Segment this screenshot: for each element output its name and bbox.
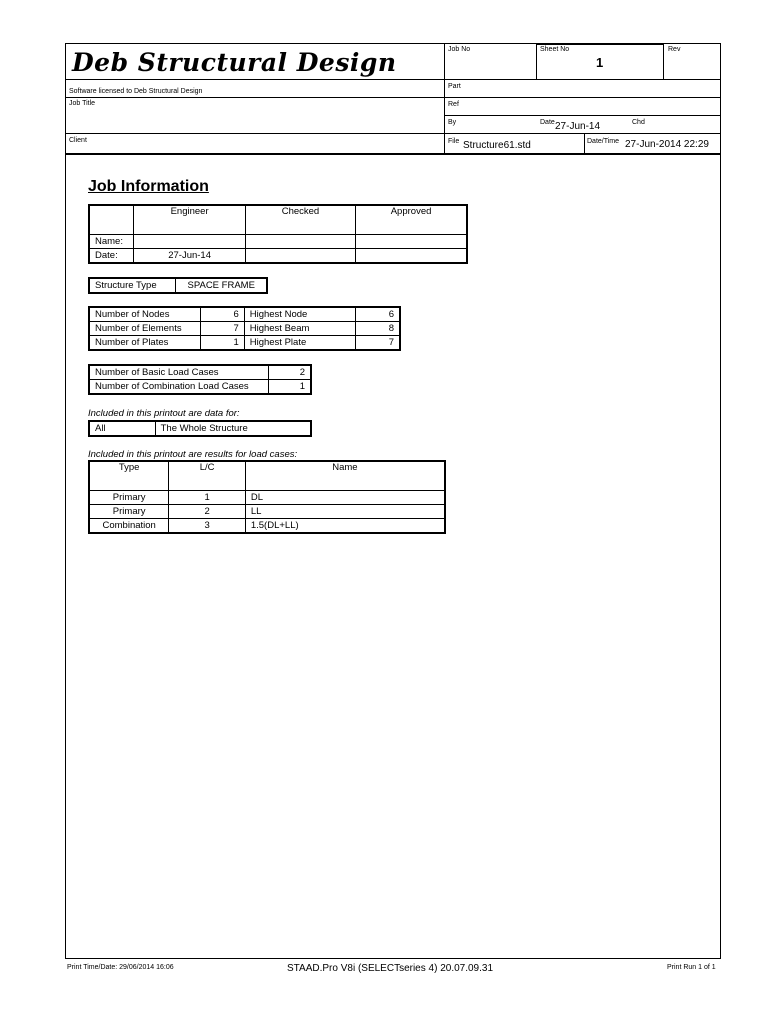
table-row: [89, 365, 311, 380]
date-label: Date: [540, 119, 555, 126]
table-header-cell: Engineer: [134, 205, 245, 234]
file-value: Structure61.std: [463, 140, 531, 151]
table-cell: 3: [169, 518, 246, 533]
by-label: By: [448, 119, 457, 126]
header-divider: [444, 115, 721, 116]
table-cell: 2: [268, 365, 311, 380]
header-divider: [65, 97, 444, 98]
header-divider: [444, 97, 721, 98]
job-info-table: [88, 204, 468, 264]
table-row: [89, 421, 311, 436]
date-value: 27-Jun-14: [555, 121, 601, 132]
table-cell: DL: [245, 490, 445, 504]
load-counts-table: [88, 364, 312, 395]
part-label: Part: [448, 83, 461, 90]
table-cell: 7: [355, 336, 400, 351]
table-cell: Highest Beam: [244, 322, 355, 336]
print-time-date: Print Time/Date: 29/06/2014 16:06: [67, 964, 174, 971]
program-version: STAAD.Pro V8i (SELECTseries 4) 20.07.09.31: [287, 963, 494, 974]
table-cell: 1.5(DL+LL): [245, 518, 445, 533]
sheet-no-label: Sheet No: [540, 46, 570, 53]
table-header-cell: Approved: [356, 205, 467, 234]
counts-table: [88, 306, 401, 351]
sheet-no-value: 1: [596, 55, 604, 70]
table-cell: 27-Jun-14: [134, 248, 245, 263]
results-note: Included in this printout are results for load cases:: [88, 449, 298, 460]
header-divider: [584, 133, 585, 153]
license-text: Software licensed to Deb Structural Design: [69, 88, 203, 95]
table-cell: [356, 248, 467, 263]
table-header-cell: Type: [89, 461, 169, 490]
header-divider: [444, 43, 445, 154]
data-scope-note: Included in this printout are data for:: [88, 408, 240, 419]
table-cell: [134, 234, 245, 248]
table-row: [89, 248, 467, 263]
table-cell: 1: [169, 490, 246, 504]
load-cases-table: [88, 460, 446, 534]
ref-label: Ref: [448, 101, 459, 108]
job-no-label: Job No: [448, 46, 471, 53]
table-cell: 6: [355, 307, 400, 322]
table-cell: Name:: [89, 234, 134, 248]
datetime-value: 27-Jun-2014 22:29: [625, 139, 709, 150]
table-row: [89, 504, 445, 518]
table-header-row: [89, 461, 445, 490]
table-cell: LL: [245, 504, 445, 518]
job-title-label: Job Title: [69, 100, 96, 107]
job-information-heading: Job Information: [88, 178, 209, 195]
table-cell: Highest Node: [244, 307, 355, 322]
table-cell: Highest Plate: [244, 336, 355, 351]
table-cell: Number of Nodes: [89, 307, 201, 322]
table-cell: 8: [355, 322, 400, 336]
file-label: File: [448, 138, 460, 145]
rev-label: Rev: [668, 46, 681, 53]
table-header-cell: Checked: [245, 205, 355, 234]
data-scope-table: [88, 420, 312, 437]
header-bottom-rule: [65, 153, 721, 155]
table-cell: 7: [201, 322, 245, 336]
table-cell: Combination: [89, 518, 169, 533]
structure-type-label: Structure Type: [89, 278, 176, 293]
header-divider: [65, 79, 444, 80]
table-cell: Number of Basic Load Cases: [89, 365, 268, 380]
client-label: Client: [69, 137, 87, 144]
table-cell: Number of Combination Load Cases: [89, 380, 268, 395]
table-cell: Primary: [89, 504, 169, 518]
datetime-label: Date/Time: [587, 138, 620, 145]
table-cell: 6: [201, 307, 245, 322]
table-cell: The Whole Structure: [155, 421, 311, 436]
table-cell: [245, 234, 355, 248]
chd-label: Chd: [632, 119, 645, 126]
table-cell: All: [89, 421, 155, 436]
table-row: [89, 322, 400, 336]
table-row: [89, 518, 445, 533]
table-row: [89, 380, 311, 395]
table-row: [89, 336, 400, 351]
table-cell: Number of Elements: [89, 322, 201, 336]
structure-type-value: SPACE FRAME: [176, 278, 267, 293]
table-cell: 1: [201, 336, 245, 351]
print-run: Print Run 1 of 1: [667, 964, 716, 971]
structure-type-table: [88, 277, 268, 294]
table-row: [89, 234, 467, 248]
table-row: [89, 490, 445, 504]
table-row: [89, 278, 267, 293]
table-cell: Number of Plates: [89, 336, 201, 351]
table-header-row: [89, 205, 467, 234]
table-cell: 2: [169, 504, 246, 518]
table-cell: [356, 234, 467, 248]
table-header-cell: L/C: [169, 461, 246, 490]
table-cell: [245, 248, 355, 263]
table-header-cell: [89, 205, 134, 234]
table-row: [89, 307, 400, 322]
header-divider: [65, 133, 721, 134]
company-title: Deb Structural Design: [72, 48, 397, 77]
table-cell: Date:: [89, 248, 134, 263]
table-header-cell: Name: [245, 461, 445, 490]
table-cell: 1: [268, 380, 311, 395]
table-cell: Primary: [89, 490, 169, 504]
